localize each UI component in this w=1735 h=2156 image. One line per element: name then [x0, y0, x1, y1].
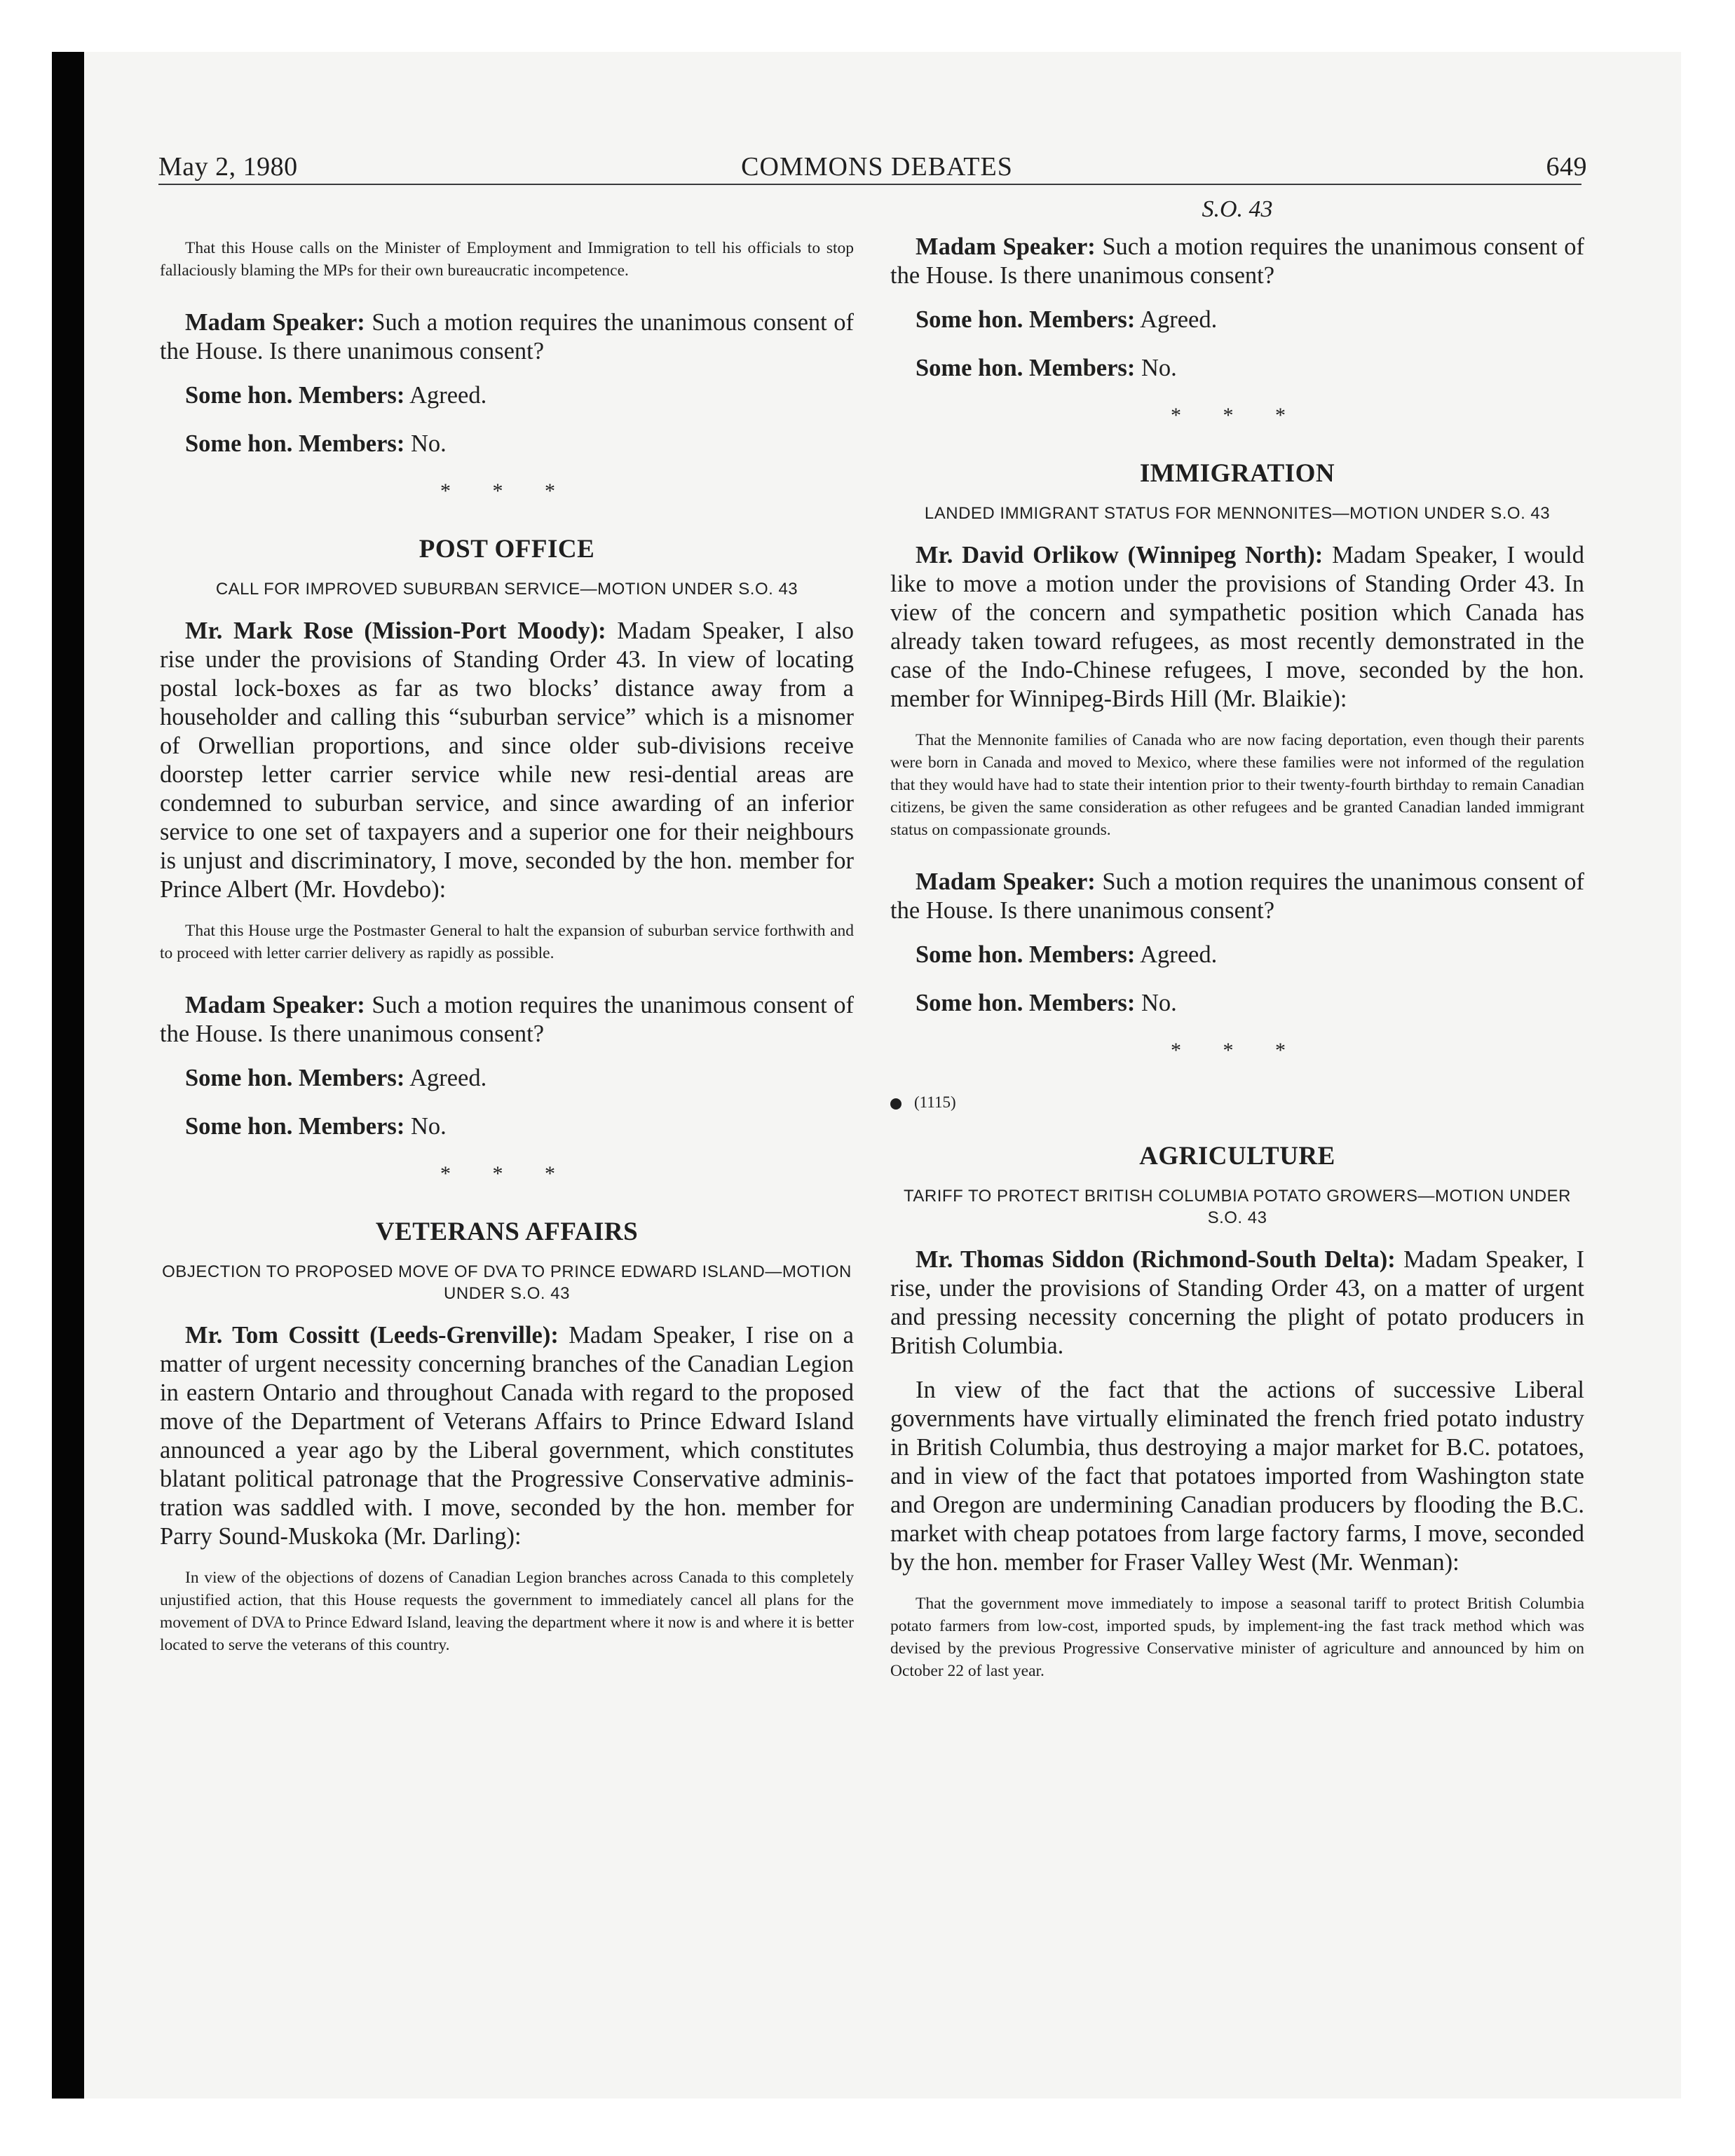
section-separator: * * *	[1171, 1039, 1304, 1062]
members-reply	[890, 354, 1584, 383]
speech-paragraph: In view of the fact that the actions of successive Liberal governments have virtually eliminated the french fried potato industry in British Columbia, thus destroying a major market for B.C. potatoes, and in view of the fact that potatoes imported from Washington state and Oregon are undermining Canadian producers by flooding the B.C. market with cheap potatoes from large factory farms, I move, seconded by the hon. member for Fraser Valley West (Mr. Wenman):	[890, 1377, 1584, 1576]
member-speech	[160, 617, 854, 904]
members-label: Some hon. Members:	[916, 306, 1136, 333]
speaker-text: Such a motion requires the unanimous consent of the House. Is there unanimous consent?	[160, 309, 854, 364]
member-name: Mr. Tom Cossitt (Leeds-Grenville):	[185, 1322, 559, 1349]
member-speech	[890, 541, 1584, 714]
section-heading: IMMIGRATION	[1139, 459, 1335, 488]
members-reply	[160, 1064, 854, 1093]
speaker-name: Madam Speaker:	[916, 868, 1096, 895]
member-speech	[160, 1321, 854, 1551]
standing-order-heading: S.O. 43	[1202, 196, 1273, 222]
speaker-paragraph	[890, 868, 1584, 925]
speaker-paragraph	[160, 991, 854, 1049]
time-marker-text: (1115)	[914, 1093, 956, 1111]
speaker-paragraph	[160, 308, 854, 366]
speaker-name: Madam Speaker:	[916, 233, 1096, 260]
member-speech	[890, 1246, 1584, 1360]
header-page-number: 649	[1546, 152, 1587, 182]
speaker-name: Madam Speaker:	[185, 309, 365, 336]
members-reply-text: No.	[1135, 355, 1177, 381]
header-date: May 2, 1980	[158, 152, 298, 182]
section-subheading: LANDED IMMIGRANT STATUS FOR MENNONITES—MOTION UNDER S.O. 43	[924, 504, 1551, 523]
speaker-text: Such a motion requires the unanimous consent of the House. Is there unanimous consent?	[160, 992, 854, 1047]
members-reply	[890, 306, 1584, 334]
left-column	[160, 196, 854, 1683]
members-label: Some hon. Members:	[916, 990, 1136, 1016]
members-reply-text: No.	[404, 430, 447, 457]
motion-text: That this House urge the Postmaster General to halt the expansion of suburban service forthwith and to proceed with letter carrier delivery as rapidly as possible.	[160, 922, 854, 962]
members-reply-text: No.	[404, 1113, 447, 1140]
members-label: Some hon. Members:	[185, 382, 405, 409]
section-heading: AGRICULTURE	[1139, 1142, 1335, 1171]
members-reply-text: Agreed.	[404, 1065, 487, 1091]
speech-text: Madam Speaker, I would like to move a motion under the provisions of Standing Order 43. In view of the concern and sympathetic position which Canada has already taken toward refugees, as most recently demonstrated in the case of the Indo-Chinese refugees, I move, seconded by the hon. member for Winnipeg-Birds Hill (Mr. Blaikie):	[890, 542, 1584, 712]
section-subheading: CALL FOR IMPROVED SUBURBAN SERVICE—MOTION UNDER S.O. 43	[215, 580, 798, 599]
member-name: Mr. David Orlikow (Winnipeg North):	[916, 542, 1324, 568]
members-reply	[890, 989, 1584, 1018]
motion-text: That the government move immediately to impose a seasonal tariff to protect British Columbia potato farmers from low-cost, imported spuds, by implement-ing the fast track method which was devised by the previous Progressive Conservative minister of agriculture and announced by him on October 22 of last year.	[890, 1595, 1584, 1680]
right-column	[890, 196, 1584, 1709]
header-title: COMMONS DEBATES	[741, 152, 1013, 182]
member-name: Mr. Thomas Siddon (Richmond-South Delta):	[916, 1246, 1396, 1273]
motion-text: That the Mennonite families of Canada who are now facing deportation, even though their parents were born in Canada and moved to Mexico, where these families were not informed of the regulation that they would have had to state their intention prior to their twenty-fourth birthday to remain Canadian citizens, be given the same consideration as other refugees and be granted Canadian landed immigrant status on compassionate grounds.	[890, 731, 1584, 839]
motion-text: That this House calls on the Minister of Employment and Immigration to tell his officials to stop fallaciously blaming the MPs for their own bureaucratic incompetence.	[160, 239, 854, 280]
speech-text: Madam Speaker, I rise on a matter of urgent necessity concerning branches of the Canadian Legion in eastern Ontario and throughout Canada with regard to the proposed move of the Department of Veterans Affairs to Prince Edward Island announced a year ago by the Liberal government, which constitutes blatant political patronage that the Progressive Conservative adminis-tration was saddled with. I move, seconded by the hon. member for Parry Sound-Muskoka (Mr. Darling):	[160, 1322, 854, 1550]
section-separator: * * *	[440, 479, 573, 503]
members-label: Some hon. Members:	[185, 430, 405, 457]
speaker-text: Such a motion requires the unanimous consent of the House. Is there unanimous consent?	[890, 233, 1584, 289]
page-header	[158, 146, 1595, 188]
header-rule	[158, 184, 1581, 185]
members-label: Some hon. Members:	[916, 941, 1136, 968]
members-reply	[160, 430, 854, 458]
members-reply	[160, 381, 854, 410]
speech-text: Madam Speaker, I also rise under the provisions of Standing Order 43. In view of locating postal lock-boxes as far as two blocks’ distance away from a householder and calling this “suburban service” which is a misnomer of Orwellian proportions, and since older sub-divisions receive doorstep letter carrier service while new resi-dential areas are condemned to suburban service, and since awarding of an inferior service to one set of taxpayers and a superior one for their neighbours is unjust and discriminatory, I move, seconded by the hon. member for Prince Albert (Mr. Hovdebo):	[160, 618, 854, 903]
motion-text: In view of the objections of dozens of Canadian Legion branches across Canada to this completely unjustified action, that this House requests the government to immediately cancel all plans for the movement of DVA to Prince Edward Island, leaving the department where it now is and where it is better located to serve the veterans of this country.	[160, 1569, 854, 1654]
members-reply-text: Agreed.	[1135, 306, 1218, 333]
speaker-text: Such a motion requires the unanimous consent of the House. Is there unanimous consent?	[890, 868, 1584, 924]
speech-text: Madam Speaker, I rise, under the provisions of Standing Order 43, on a matter of urgent and pressing necessity concerning the plight of potato producers in British Columbia.	[890, 1246, 1585, 1359]
binding-edge	[52, 52, 84, 2099]
time-marker	[890, 1093, 1584, 1112]
section-heading: VETERANS AFFAIRS	[375, 1217, 639, 1246]
members-label: Some hon. Members:	[185, 1065, 405, 1091]
speaker-paragraph	[890, 233, 1584, 290]
section-separator: * * *	[1171, 404, 1304, 427]
members-label: Some hon. Members:	[185, 1113, 405, 1140]
section-subheading: OBJECTION TO PROPOSED MOVE OF DVA TO PRINCE EDWARD ISLAND—MOTION UNDER S.O. 43	[162, 1262, 852, 1303]
members-reply-text: No.	[1135, 990, 1177, 1016]
section-subheading: TARIFF TO PROTECT BRITISH COLUMBIA POTATO GROWERS—MOTION UNDER S.O. 43	[904, 1187, 1571, 1227]
bullet-icon	[890, 1098, 901, 1110]
members-reply	[160, 1112, 854, 1141]
members-reply	[890, 941, 1584, 969]
speaker-name: Madam Speaker:	[185, 992, 365, 1018]
section-heading: POST OFFICE	[419, 535, 595, 564]
members-label: Some hon. Members:	[916, 355, 1136, 381]
members-reply-text: Agreed.	[1135, 941, 1218, 968]
section-separator: * * *	[440, 1162, 573, 1185]
member-name: Mr. Mark Rose (Mission-Port Moody):	[185, 618, 606, 644]
members-reply-text: Agreed.	[404, 382, 487, 409]
